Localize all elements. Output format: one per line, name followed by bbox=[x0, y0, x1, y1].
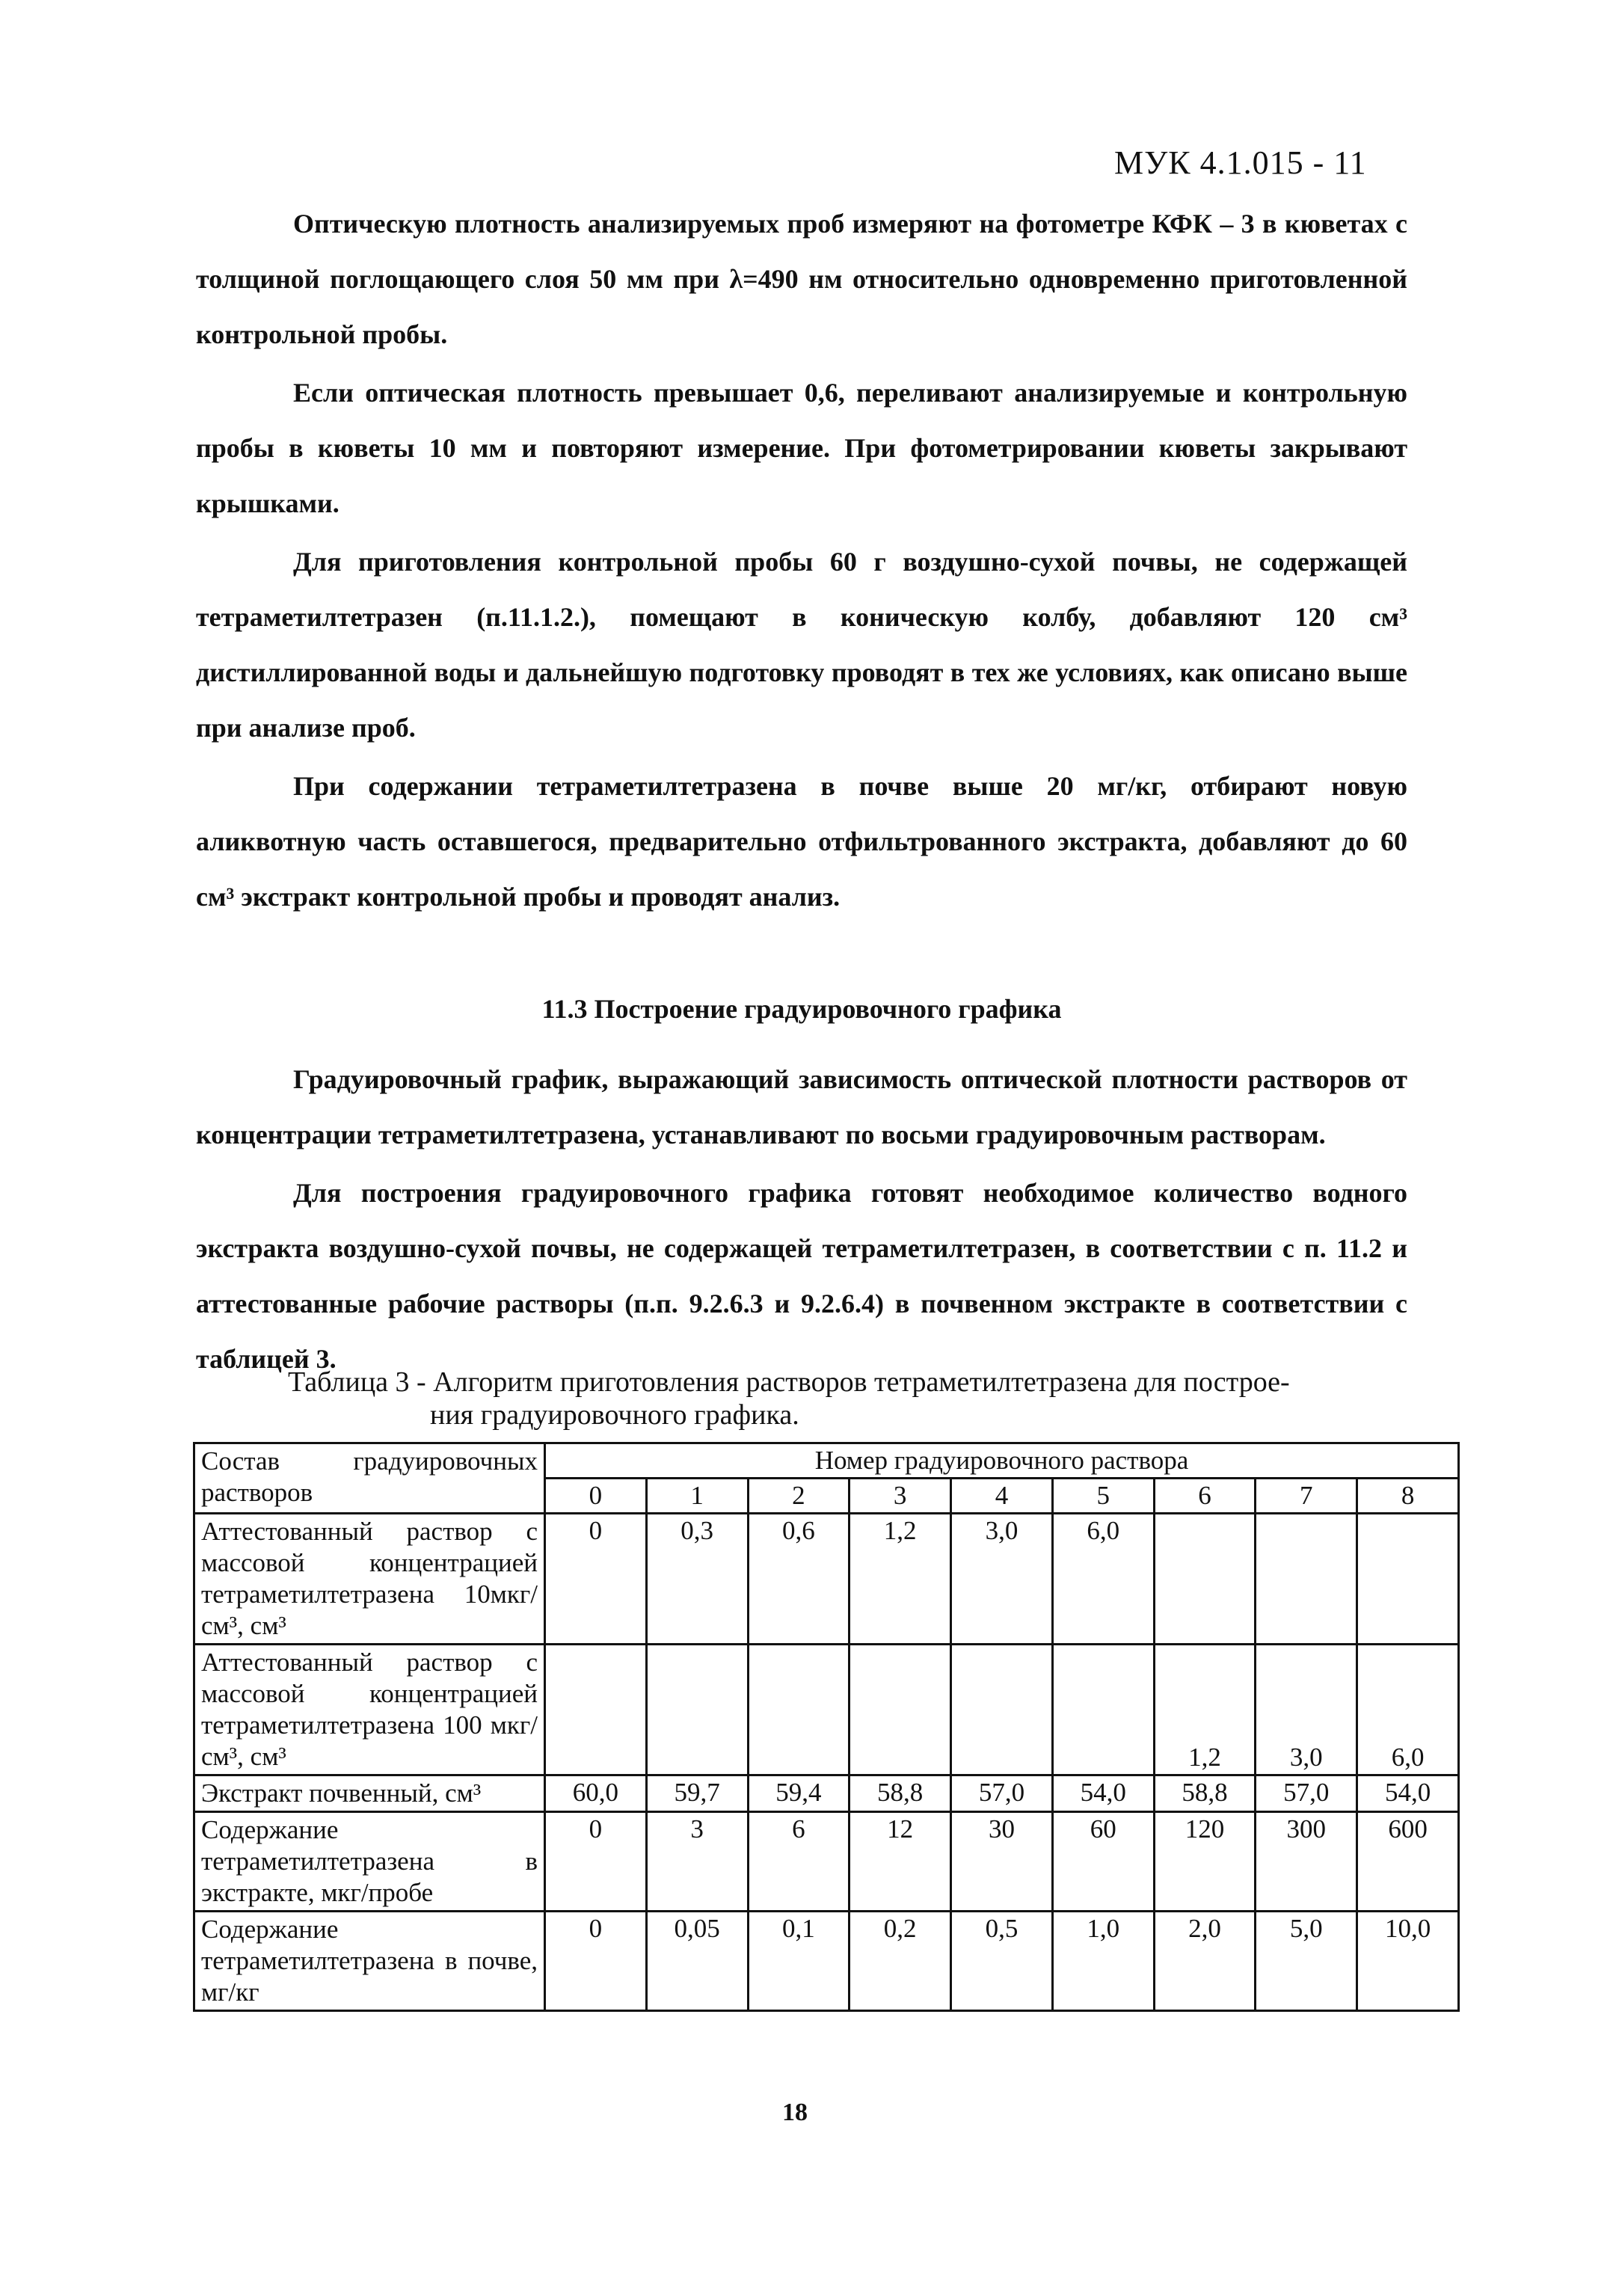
table-header-row bbox=[194, 1443, 1459, 1479]
table-cell: 0,6 bbox=[748, 1514, 850, 1645]
table-cell bbox=[1052, 1645, 1154, 1775]
body-text bbox=[196, 196, 1407, 1390]
table-cell: 5,0 bbox=[1256, 1912, 1357, 2011]
column-header: 1 bbox=[646, 1479, 748, 1514]
table-cell: 59,7 bbox=[646, 1775, 748, 1812]
table-cell: 58,8 bbox=[1154, 1775, 1256, 1812]
paragraph: Если оптическая плотность превышает 0,6, переливают анализируемые и контрольную пробы в кюветы 10 мм и повторяют измерение. При фотометрировании кюветы закрывают крышками. bbox=[196, 378, 1407, 518]
table-cell: 1,0 bbox=[1052, 1912, 1154, 2011]
table-cell: 0,1 bbox=[748, 1912, 850, 2011]
table-caption-line: Таблица 3 - Алгоритм приготовления растворов тетраметилтетразена для построе- bbox=[288, 1366, 1290, 1398]
table-row bbox=[194, 1514, 1459, 1645]
table-cell: 0,5 bbox=[951, 1912, 1053, 2011]
group-header: Номер градуировочного раствора bbox=[545, 1443, 1459, 1479]
table-cell: 3 bbox=[646, 1812, 748, 1912]
table-cell: 57,0 bbox=[951, 1775, 1053, 1812]
table-cell: 60 bbox=[1052, 1812, 1154, 1912]
section-heading: 11.3 Построение градуировочного графика bbox=[541, 994, 1062, 1024]
table-cell bbox=[1256, 1514, 1357, 1645]
table-cell bbox=[951, 1645, 1053, 1775]
document-code-header: МУК 4.1.015 - 11 bbox=[1114, 144, 1367, 181]
table-cell: 0,05 bbox=[646, 1912, 748, 2011]
row-label: Аттестованный раствор с массовой концентрацией тетраметилтетразена 100 мкг/см³, см³ bbox=[194, 1645, 545, 1775]
table-cell: 300 bbox=[1256, 1812, 1357, 1912]
table-cell bbox=[646, 1645, 748, 1775]
paragraph: Для приготовления контрольной пробы 60 г воздушно-сухой почвы, не содержащей тетраметилтетразен (п.11.1.2.), помещают в коническую колбу, добавляют 120 см³ дистиллированной воды и дальнейшую подготовку проводят в тех же условиях, как описано выше при анализе проб. bbox=[196, 547, 1407, 743]
row-label: Аттестованный раствор с массовой концентрацией тетраметилтетразена 10мкг/см³, см³ bbox=[194, 1514, 545, 1645]
first-column-header: Состав градуировочных растворов bbox=[194, 1443, 545, 1514]
table-cell: 6,0 bbox=[1052, 1514, 1154, 1645]
table-cell: 6,0 bbox=[1357, 1645, 1459, 1775]
table-cell: 12 bbox=[850, 1812, 951, 1912]
table-row bbox=[194, 1775, 1459, 1812]
column-header: 5 bbox=[1052, 1479, 1154, 1514]
table-cell: 1,2 bbox=[1154, 1645, 1256, 1775]
table-cell bbox=[1154, 1514, 1256, 1645]
table-cell: 10,0 bbox=[1357, 1912, 1459, 2011]
table-cell: 120 bbox=[1154, 1812, 1256, 1912]
table-row bbox=[194, 1645, 1459, 1775]
table-cell: 54,0 bbox=[1052, 1775, 1154, 1812]
table-cell: 2,0 bbox=[1154, 1912, 1256, 2011]
table-caption bbox=[288, 1366, 1395, 1431]
column-header: 2 bbox=[748, 1479, 850, 1514]
table-cell: 59,4 bbox=[748, 1775, 850, 1812]
table-cell: 0,3 bbox=[646, 1514, 748, 1645]
paragraph: Градуировочный график, выражающий зависимость оптической плотности растворов от концентрации тетраметилтетразена, устанавливают по восьми градуировочным растворам. bbox=[196, 1064, 1407, 1149]
paragraph: Для построения градуировочного графика готовят необходимое количество водного экстракта воздушно-сухой почвы, не содержащей тетраметилтетразен, в соответствии с п. 11.2 и аттестованные рабочие растворы (п.п. 9.2.6.3 и 9.2.6.4) в почвенном экстракте в соответствии с таблицей 3. bbox=[196, 1178, 1407, 1374]
table-cell: 0 bbox=[545, 1514, 647, 1645]
table-cell: 57,0 bbox=[1256, 1775, 1357, 1812]
table-cell bbox=[748, 1645, 850, 1775]
table-cell: 54,0 bbox=[1357, 1775, 1459, 1812]
table-cell bbox=[545, 1645, 647, 1775]
calibration-table bbox=[193, 1442, 1460, 2012]
paragraph: При содержании тетраметилтетразена в почве выше 20 мг/кг, отбирают новую аликвотную часть оставшегося, предварительно отфильтрованного экстракта, добавляют до 60 см³ экстракт контрольной пробы и проводят анализ. bbox=[196, 771, 1407, 912]
table-cell: 3,0 bbox=[951, 1514, 1053, 1645]
paragraph: Оптическую плотность анализируемых проб измеряют на фотометре КФК – 3 в кюветах с толщиной поглощающего слоя 50 мм при λ=490 нм относительно одновременно приготовленной контрольной пробы. bbox=[196, 209, 1407, 349]
table-cell bbox=[850, 1645, 951, 1775]
table-cell: 3,0 bbox=[1256, 1645, 1357, 1775]
column-header: 0 bbox=[545, 1479, 647, 1514]
table-cell: 600 bbox=[1357, 1812, 1459, 1912]
table-cell: 6 bbox=[748, 1812, 850, 1912]
table-caption-line: ния градуировочного графика. bbox=[430, 1399, 799, 1431]
row-label: Экстракт почвенный, см³ bbox=[194, 1775, 545, 1812]
column-header: 8 bbox=[1357, 1479, 1459, 1514]
table-cell: 58,8 bbox=[850, 1775, 951, 1812]
table-cell: 30 bbox=[951, 1812, 1053, 1912]
row-label: Содержание тетраметилтетразена в почве, мг/кг bbox=[194, 1912, 545, 2011]
table-row bbox=[194, 1912, 1459, 2011]
table-cell: 60,0 bbox=[545, 1775, 647, 1812]
table-cell: 0 bbox=[545, 1912, 647, 2011]
page-number: 18 bbox=[782, 2099, 808, 2126]
table-cell: 0,2 bbox=[850, 1912, 951, 2011]
column-header: 4 bbox=[951, 1479, 1053, 1514]
column-header: 7 bbox=[1256, 1479, 1357, 1514]
table-row bbox=[194, 1812, 1459, 1912]
table-cell: 1,2 bbox=[850, 1514, 951, 1645]
table-cell: 0 bbox=[545, 1812, 647, 1912]
row-label: Содержание тетраметилтетразена в экстракте, мкг/пробе bbox=[194, 1812, 545, 1912]
table-cell bbox=[1357, 1514, 1459, 1645]
column-header: 3 bbox=[850, 1479, 951, 1514]
column-header: 6 bbox=[1154, 1479, 1256, 1514]
